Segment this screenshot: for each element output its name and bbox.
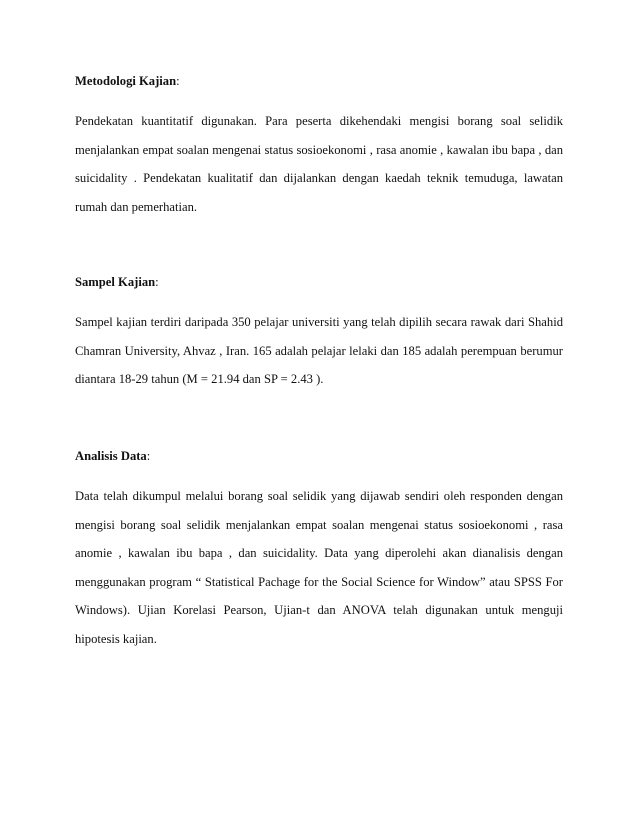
section-sampel-kajian	[75, 274, 563, 394]
heading-colon: :	[155, 275, 159, 289]
section-heading	[75, 274, 563, 290]
paragraph-line: Data telah dikumpul melalui borang soal selidik yang dijawab sendiri oleh responden dengan	[75, 489, 563, 503]
paragraph-line: diantara 18-29 tahun (M = 21.94 dan SP = 2.43 ).	[75, 372, 324, 387]
paragraph-line: menjalankan empat soalan mengenai status sosioekonomi , rasa anomie , kawalan ibu bapa , dan	[75, 142, 563, 157]
paragraph	[75, 482, 563, 654]
paragraph-line: rumah dan pemerhatian.	[75, 199, 198, 214]
heading-text: Analisis Data	[75, 449, 147, 463]
paragraph-line: anomie , kawalan ibu bapa , dan suicidality. Data yang diperolehi akan dianalisis dengan	[75, 546, 563, 561]
paragraph	[75, 308, 563, 394]
section-heading	[75, 448, 563, 464]
section-analisis-data	[75, 448, 563, 654]
paragraph-line: suicidality . Pendekatan kualitatif dan dijalankan dengan kaedah teknik temuduga, lawatan	[75, 171, 563, 186]
paragraph-line: hipotesis kajian.	[75, 631, 157, 646]
heading-colon: :	[176, 74, 180, 88]
paragraph-line: Sampel kajian terdiri daripada 350 pelajar universiti yang telah dipilih secara rawak dari Shahid	[75, 315, 563, 329]
heading-text: Sampel Kajian	[75, 275, 156, 289]
section-heading	[75, 73, 563, 89]
section-metodologi-kajian	[75, 73, 563, 221]
paragraph-line: Windows). Ujian Korelasi Pearson, Ujian-t dan ANOVA telah digunakan untuk menguji	[75, 603, 563, 618]
paragraph	[75, 107, 563, 221]
paragraph-line: Chamran University, Ahvaz , Iran. 165 adalah pelajar lelaki dan 185 adalah perempuan berumur	[75, 343, 563, 358]
paragraph-line: Pendekatan kuantitatif digunakan. Para peserta dikehendaki mengisi borang soal selidik	[75, 114, 563, 128]
heading-colon: :	[146, 449, 151, 463]
paragraph-line: menggunakan program “ Statistical Pachage for the Social Science for Window” atau SPSS For	[75, 574, 563, 589]
paragraph-line: mengisi borang soal selidik menjalankan empat soalan mengenai status sosioekonomi , rasa	[75, 517, 563, 532]
heading-text: Metodologi Kajian	[75, 74, 177, 88]
